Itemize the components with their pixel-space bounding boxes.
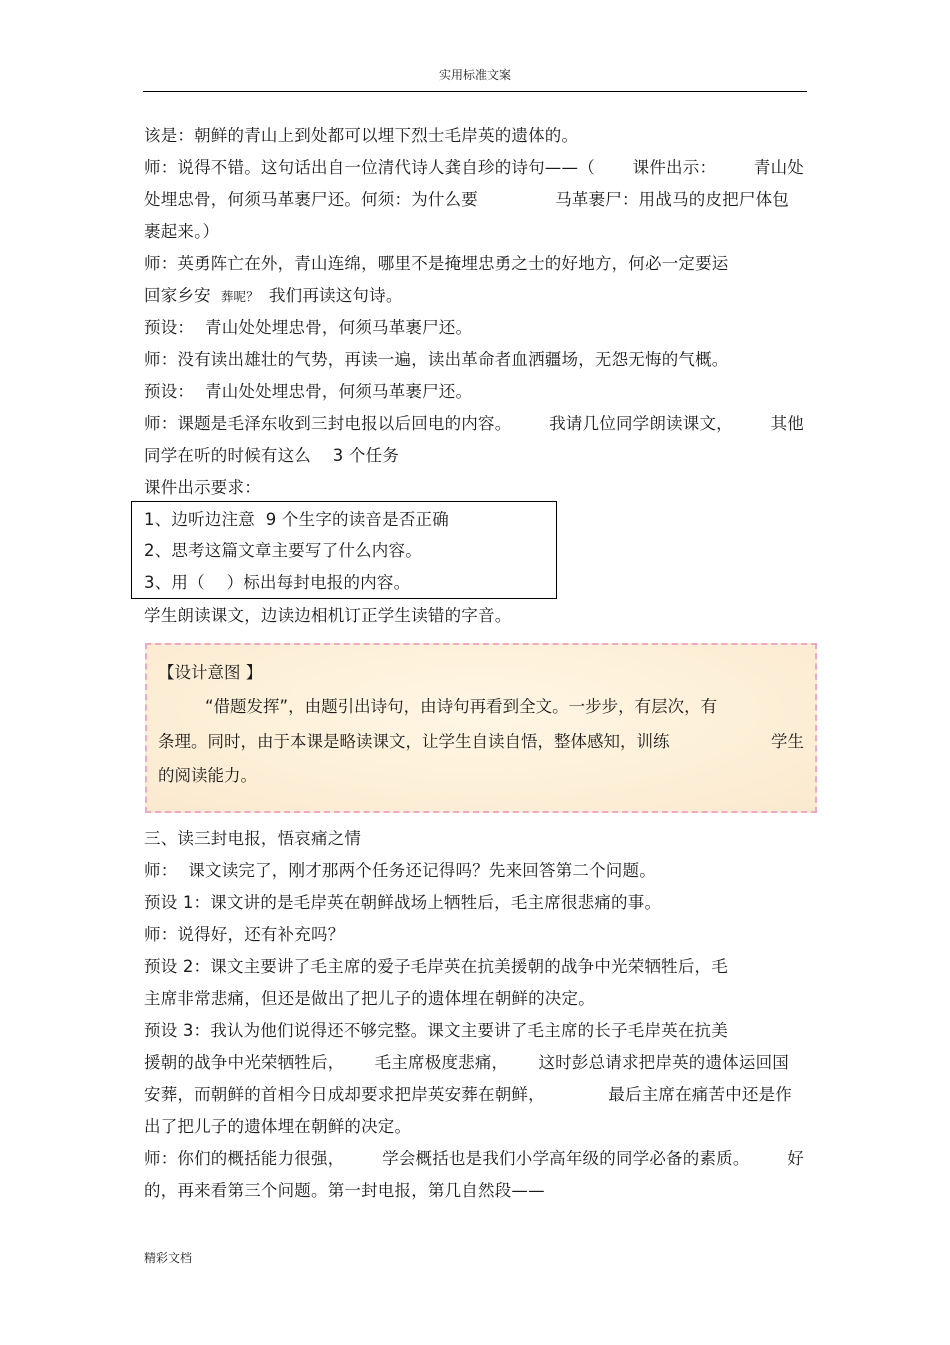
text-segment: 师：课题是毛泽东收到三封电报以后回电的内容。	[144, 414, 512, 433]
text-line	[144, 157, 804, 179]
text-line	[144, 1052, 789, 1074]
task-item: 1、边听边注意 9 个生字的读音是否正确	[144, 510, 449, 529]
page-footer: 精彩文档	[144, 1251, 193, 1265]
text-segment: 回家乡安	[144, 286, 211, 305]
design-line: 的阅读能力。	[158, 766, 257, 785]
text-segment: 援朝的战争中光荣牺牲后，	[144, 1053, 345, 1072]
text-segment: 我们再读这句诗。	[268, 286, 403, 305]
text-segment: 处埋忠骨，何须马革裹尸还。何须：为什么要	[144, 190, 478, 209]
text-line	[144, 189, 789, 211]
text-line: 学生朗读课文，边读边相机订正学生读错的字音。	[144, 606, 512, 625]
text-segment: 条理。同时，由于本课是略读课文，让学生自读自悟，整体感知，训练	[158, 732, 670, 751]
design-title: 【设计意图 】	[158, 663, 263, 682]
text-line: 课件出示要求：	[144, 478, 261, 497]
text-line: 裹起来。）	[144, 222, 220, 241]
text-segment: 葬呢？	[220, 289, 259, 304]
task-item: 2、思考这篇文章主要写了什么内容。	[144, 541, 422, 560]
text-line: 预设： 青山处处埋忠骨，何须马革裹尸还。	[144, 318, 473, 337]
text-segment: 师：你们的概括能力很强，	[144, 1149, 345, 1168]
text-line: 师：英勇阵亡在外，青山连绵，哪里不是掩埋忠勇之士的好地方，何必一定要运	[144, 254, 729, 273]
page-header: 实用标准文案	[438, 68, 511, 82]
text-line	[144, 413, 804, 435]
task-item: 3、用（ ）标出每封电报的内容。	[144, 573, 411, 592]
text-segment: 这时彭总请求把岸英的遗体运回国	[538, 1053, 789, 1072]
text-segment: 马革裹尸：用战马的皮把尸体包	[555, 190, 789, 209]
design-intent-box	[145, 643, 817, 813]
text-line: 预设 3：我认为他们说得还不够完整。课文主要讲了毛主席的长子毛岸英在抗美	[144, 1021, 728, 1040]
text-line: 师：没有读出雄壮的气势，再读一遍，读出革命者血洒疆场，无怨无悔的气概。	[144, 350, 729, 369]
text-segment: 青山处	[753, 158, 804, 177]
text-line: 预设 2：课文主要讲了毛主席的爱子毛岸英在抗美援朝的战争中光荣牺牲后，毛	[144, 957, 728, 976]
header-rule	[143, 91, 807, 92]
text-line: 主席非常悲痛，但还是做出了把儿子的遗体埋在朝鲜的决定。	[144, 989, 595, 1008]
text-line	[144, 1148, 804, 1170]
text-line	[144, 1084, 792, 1106]
text-line: 的，再来看第三个问题。第一封电报，第几自然段——	[144, 1181, 545, 1200]
text-line: 师： 课文读完了，刚才那两个任务还记得吗？先来回答第二个问题。	[144, 861, 656, 880]
text-segment: 学会概括也是我们小学高年级的同学必备的素质。	[382, 1149, 750, 1168]
text-segment: 课件出示：	[632, 158, 717, 177]
text-segment: 最后主席在痛苦中还是作	[608, 1085, 792, 1104]
text-line: 预设 1：课文讲的是毛岸英在朝鲜战场上牺牲后，毛主席很悲痛的事。	[144, 893, 662, 912]
text-segment: 学生	[771, 732, 804, 751]
design-line	[158, 731, 804, 753]
text-line: 同学在听的时候有这么 3 个任务	[144, 446, 400, 465]
section-heading: 三、读三封电报，悟哀痛之情	[144, 829, 362, 848]
text-line: 预设： 青山处处埋忠骨，何须马革裹尸还。	[144, 382, 473, 401]
text-segment: 安葬，而朝鲜的首相今日成却要求把岸英安葬在朝鲜，	[144, 1085, 545, 1104]
task-requirements-box	[131, 501, 557, 599]
text-segment: 毛主席极度悲痛，	[374, 1053, 509, 1072]
text-line: 出了把儿子的遗体埋在朝鲜的决定。	[144, 1117, 412, 1136]
text-line	[144, 285, 403, 308]
text-line: 该是：朝鲜的青山上到处都可以埋下烈士毛岸英的遗体的。	[144, 126, 579, 145]
text-segment: 其他	[770, 414, 804, 433]
text-segment: 好	[787, 1149, 804, 1168]
text-segment: 我请几位同学朗读课文，	[549, 414, 733, 433]
text-segment: 师：说得不错。这句话出自一位清代诗人龚自珍的诗句——（	[144, 158, 595, 177]
text-line: 师：说得好，还有补充吗？	[144, 925, 345, 944]
design-line: “借题发挥”，由题引出诗句，由诗句再看到全文。一步步，有层次，有	[205, 697, 718, 716]
